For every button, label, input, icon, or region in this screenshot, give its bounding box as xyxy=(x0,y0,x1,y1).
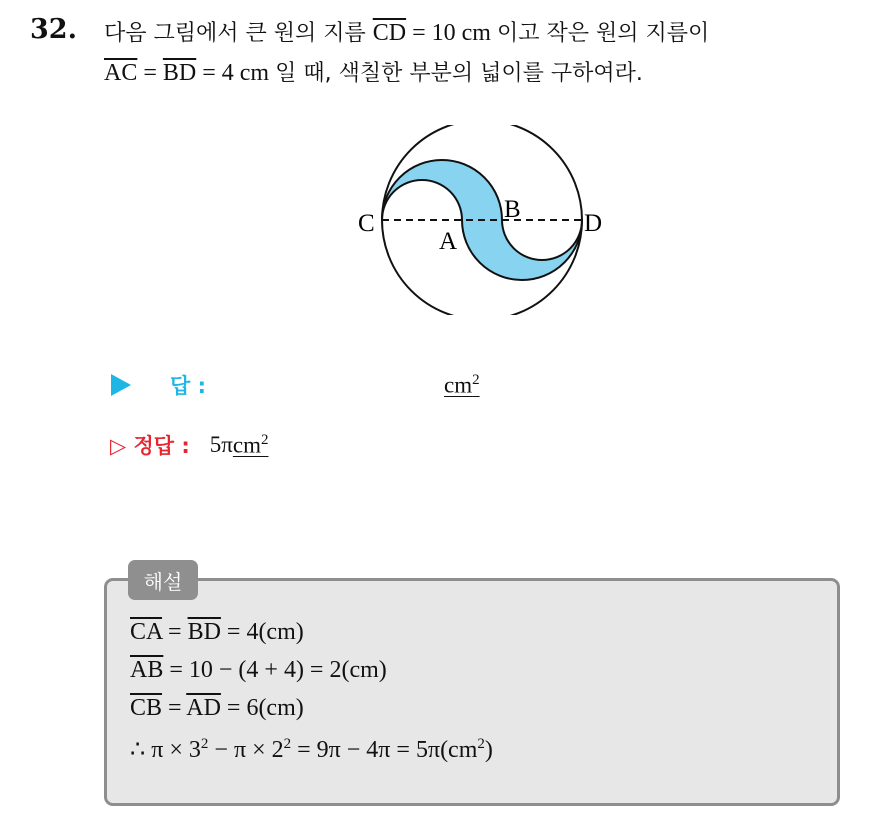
question-text: 일 때, 색칠한 부분의 넓이를 구하여라. xyxy=(275,61,643,86)
equals: = xyxy=(137,60,163,86)
answer-label: 답 : xyxy=(170,374,206,398)
length-value: = 10 cm xyxy=(406,20,497,46)
correct-value: 5π xyxy=(209,432,233,457)
solution-line-4: ∴ $\pi \times 3^2 - \pi \times 2^2 = 9\pi - 4\pi = 5\pi(cm^2)$ xyxy=(130,736,493,763)
label-b: B xyxy=(504,196,521,223)
segment-bd: $\overline{BD}$ xyxy=(162,60,197,86)
length-value: = 4 cm xyxy=(196,60,276,86)
solution-line-3: $\overline{CB} = \overline{AD} = 6(cm)$ xyxy=(130,695,304,721)
label-a: A xyxy=(439,228,458,255)
answer-row xyxy=(110,370,480,400)
segment-ac: $\overline{AC}$ xyxy=(104,60,138,86)
question-text: 이고 작은 원의 지름이 xyxy=(496,21,710,46)
correct-label: ▷ 정답 : xyxy=(110,434,190,458)
correct-unit: $cm^2$ xyxy=(232,431,269,458)
solution-box xyxy=(104,578,840,806)
label-d: D xyxy=(584,210,603,237)
segment-cd: $\overline{CD}$ xyxy=(372,20,407,46)
question-line-1 xyxy=(104,16,709,47)
answer-unit[interactable]: $cm^2$ xyxy=(444,371,480,398)
circle-figure xyxy=(350,125,610,315)
label-c: C xyxy=(358,210,375,237)
question-number: 32. xyxy=(30,14,77,45)
solution-tab: 해설 xyxy=(128,560,198,600)
question-line-2 xyxy=(104,56,643,87)
solution-line-1: $\overline{CA} = \overline{BD} = 4(cm)$ xyxy=(130,619,304,645)
play-icon xyxy=(110,373,132,397)
question-text: 다음 그림에서 큰 원의 지름 xyxy=(104,21,373,46)
correct-answer-row xyxy=(110,430,268,460)
solution-line-2: $\overline{AB} = 10 - (4 + 4) = 2(cm)$ xyxy=(130,657,387,683)
